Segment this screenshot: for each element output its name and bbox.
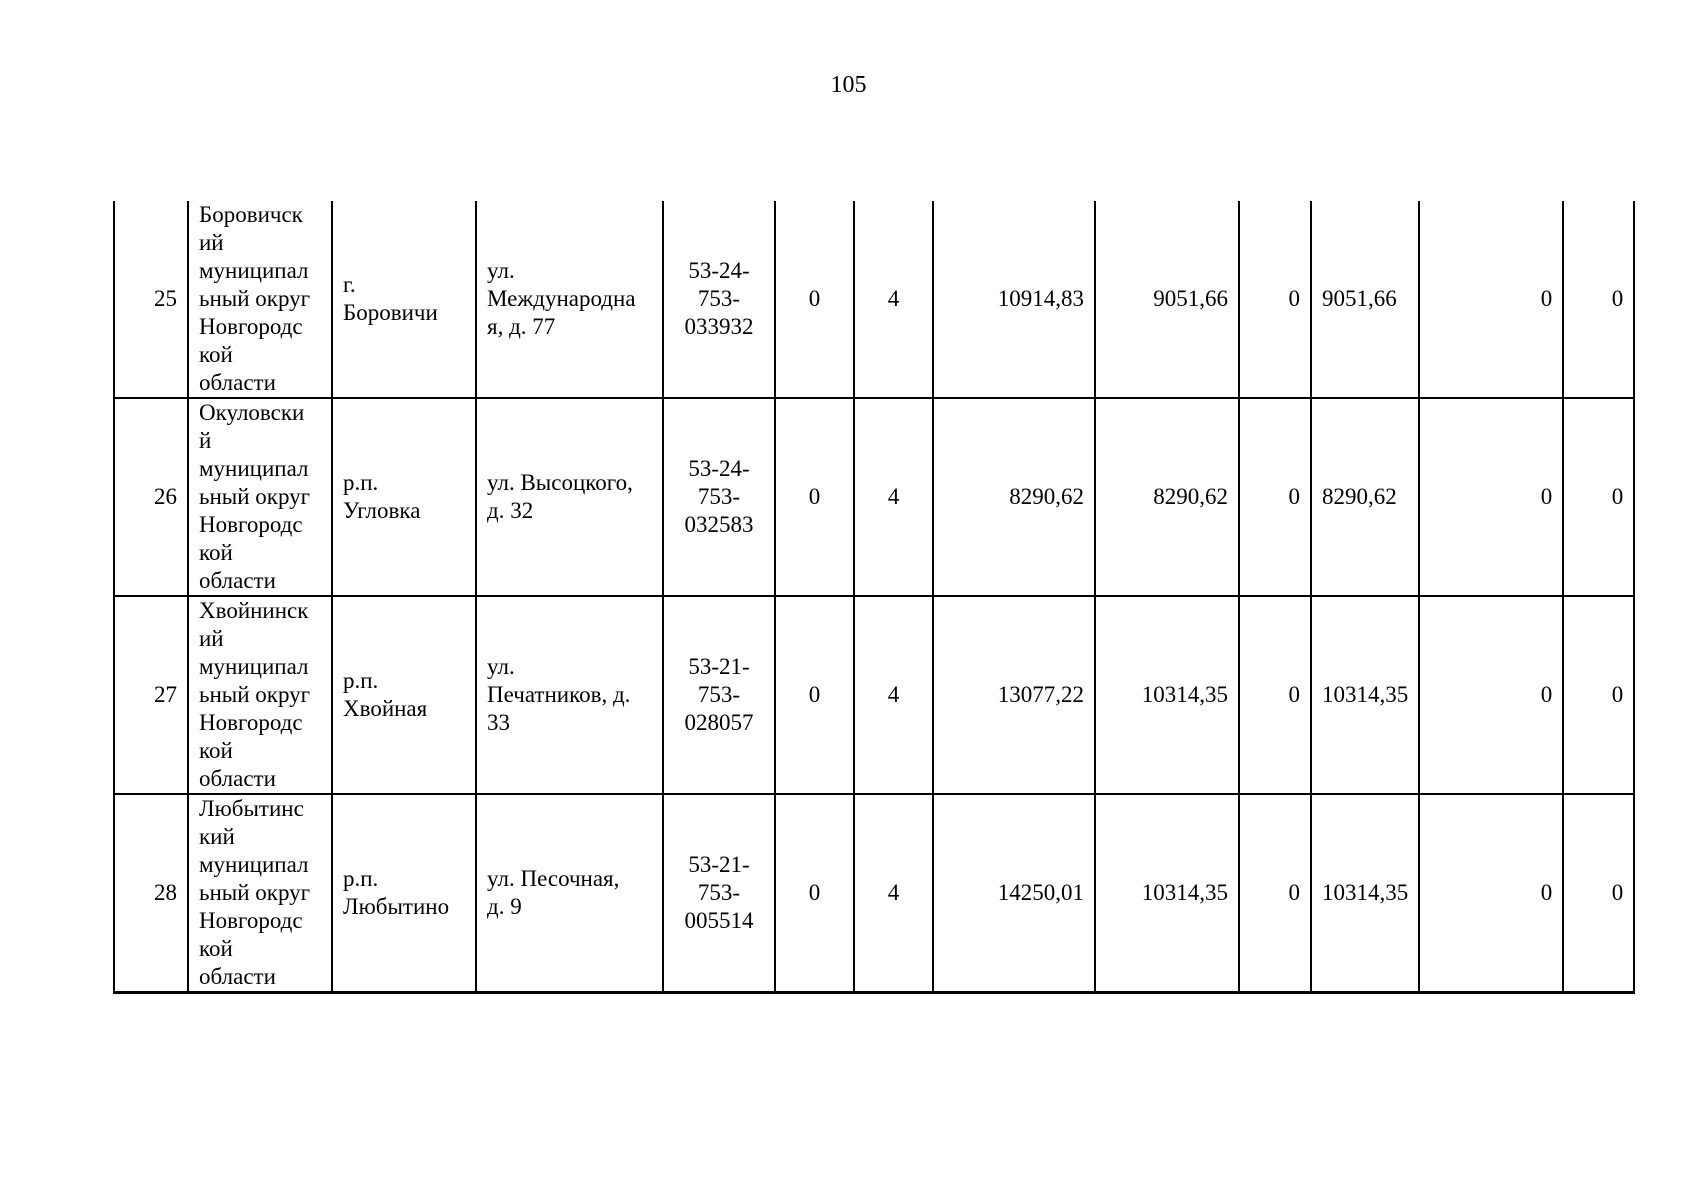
value-cell: 0 [1239,398,1311,596]
page-number: 105 [830,72,867,98]
value-cell: 0 [1239,596,1311,794]
address-cell: ул. Высоцкого, д. 32 [476,398,663,596]
value-cell: 10914,83 [933,201,1095,398]
value-cell: 10314,35 [1311,794,1419,993]
row-index-cell: 25 [114,201,188,398]
value-cell: 14250,01 [933,794,1095,993]
table-body [114,201,1634,993]
value-cell: 0 [1419,794,1563,993]
value-cell: 8290,62 [1095,398,1239,596]
value-cell: 0 [1563,596,1634,794]
value-cell: 0 [1563,794,1634,993]
value-cell: 0 [775,398,854,596]
value-cell: 0 [1419,596,1563,794]
district-cell: Окуловски й муниципал ьный округ Новгородс кой области [188,398,332,596]
table-row [114,596,1634,794]
value-cell: 4 [854,794,933,993]
value-cell: 0 [1419,201,1563,398]
address-cell: ул. Песочная, д. 9 [476,794,663,993]
value-cell: 10314,35 [1311,596,1419,794]
code-cell: 53-24- 753- 033932 [663,201,775,398]
address-cell: ул. Печатников, д. 33 [476,596,663,794]
settlement-cell: г. Боровичи [332,201,476,398]
value-cell: 4 [854,596,933,794]
value-cell: 9051,66 [1311,201,1419,398]
value-cell: 0 [775,794,854,993]
value-cell: 4 [854,201,933,398]
value-cell: 4 [854,398,933,596]
value-cell: 8290,62 [933,398,1095,596]
value-cell: 10314,35 [1095,596,1239,794]
value-cell: 0 [775,596,854,794]
settlement-cell: р.п. Угловка [332,398,476,596]
value-cell: 0 [1563,398,1634,596]
code-cell: 53-21- 753- 005514 [663,794,775,993]
address-cell: ул. Международна я, д. 77 [476,201,663,398]
value-cell: 0 [1419,398,1563,596]
table-row [114,794,1634,993]
settlement-cell: р.п. Любытино [332,794,476,993]
table-row [114,201,1634,398]
code-cell: 53-24- 753- 032583 [663,398,775,596]
district-cell: Хвойнинск ий муниципал ьный округ Новгородс кой области [188,596,332,794]
row-index-cell: 28 [114,794,188,993]
value-cell: 0 [1239,201,1311,398]
row-index-cell: 27 [114,596,188,794]
row-index-cell: 26 [114,398,188,596]
value-cell: 0 [1563,201,1634,398]
value-cell: 8290,62 [1311,398,1419,596]
code-cell: 53-21- 753- 028057 [663,596,775,794]
value-cell: 0 [1239,794,1311,993]
value-cell: 10314,35 [1095,794,1239,993]
table-row [114,398,1634,596]
district-cell: Любытинс кий муниципал ьный округ Новгородс кой области [188,794,332,993]
district-cell: Боровичск ий муниципал ьный округ Новгородс кой области [188,201,332,398]
value-cell: 9051,66 [1095,201,1239,398]
value-cell: 13077,22 [933,596,1095,794]
value-cell: 0 [775,201,854,398]
data-table [113,201,1635,994]
settlement-cell: р.п. Хвойная [332,596,476,794]
